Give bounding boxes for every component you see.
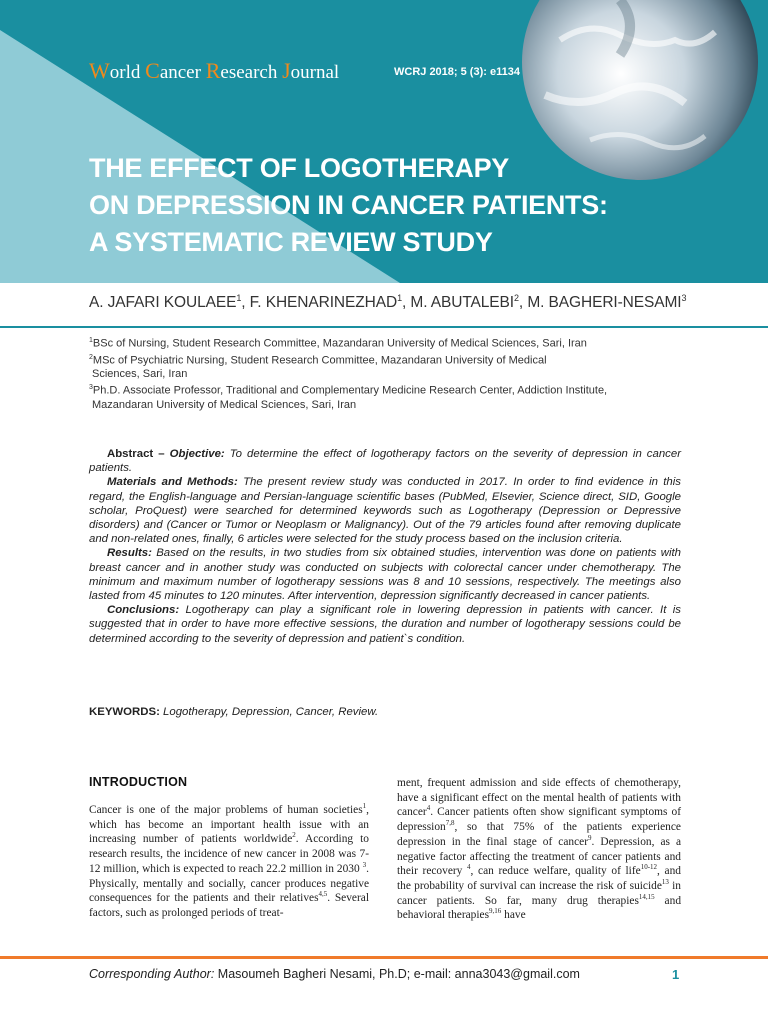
author: A. JAFARI KOULAEE$^1$, <box>89 293 250 312</box>
citation-ref: 4 <box>467 863 471 872</box>
body-text: ment, frequent admission and side effects of chemotherapy, have a significant effect on the mental health of patients with cancer <box>397 777 681 819</box>
affiliation-continued: Sciences, Sari, Iran <box>92 368 188 381</box>
citation-ref: 10-12 <box>640 863 658 872</box>
journal-word: Journal <box>282 58 340 83</box>
body-column-left <box>89 803 369 921</box>
citation-ref: 13 <box>661 878 669 887</box>
citation-ref: 7,8 <box>445 819 455 828</box>
journal-word: Research <box>205 58 283 83</box>
citation-ref: 1 <box>362 802 367 811</box>
body-text: , so that 75% of the patients experience depression in the final stage of cancer <box>397 821 681 848</box>
body-text: , can reduce welfare, quality of life <box>470 865 641 878</box>
body-text: . Several factors, such as prolonged periods of treat- <box>89 892 369 919</box>
body-text: . Cancer patients often show significant symptoms of depression <box>397 806 681 834</box>
author: M. ABUTALEBI$^2$, <box>410 293 528 312</box>
body-column-right <box>397 776 681 923</box>
body-text: in cancer patients. So far, many drug therapies <box>397 879 681 907</box>
abstract-methods: Materials and Methods: The present review study was conducted in 2017. In order to find evidence in this regard, the English-language and Persian-language scientific bases (PubMed, Elsevier, Science direct, SID, Google scholar, ProQuest) were searched for determined keywords such as Logotherapy (Depression or Depressive disorders) and (Cancer or Tumor or Neoplasm or Malignancy). Out of the 79 articles found after removing duplicate and non-related ones, finally, 6 articles were selected for the study process based on the inclusion criteria. <box>89 476 681 546</box>
section-heading: INTRODUCTION <box>89 775 188 789</box>
affiliation-continued: Mazandaran University of Medical Sciences, Sari, Iran <box>92 398 357 411</box>
journal-word: World <box>89 58 146 83</box>
author-list <box>89 293 686 312</box>
body-text: and behavioral therapies <box>397 894 682 922</box>
page-number: 1 <box>672 967 680 982</box>
title-line: THE EFFECT OF LOGOTHERAPY <box>89 153 510 183</box>
citation-ref: 4 <box>426 804 431 813</box>
body-text: have <box>501 909 526 922</box>
body-text: , and the probability of survival can increase the risk of suicide <box>397 865 681 892</box>
abstract-objective: Abstract – Objective: To determine the effect of logotherapy factors on the severity of depression in cancer patients. <box>89 448 681 475</box>
citation-ref: 9,16 <box>489 907 502 916</box>
title-line: ON DEPRESSION IN CANCER PATIENTS: <box>89 190 608 220</box>
affiliation: $^1$BSc of Nursing, Student Research Committee, Mazandaran University of Medical Sciences, Sari, Iran <box>89 337 587 350</box>
body-text: . Depression, as a negative factor affecting the treatment of cancer patients and their recovery <box>397 835 681 878</box>
affiliations <box>89 334 689 412</box>
divider <box>0 326 768 328</box>
citation-ref: 4,5 <box>318 890 328 899</box>
citation-ref: 9 <box>588 834 592 843</box>
corresponding-author: Corresponding Author: Masoumeh Bagheri Nesami, Ph.D; e-mail: anna3043@gmail.com <box>89 967 580 981</box>
citation: WCRJ 2018; 5 (3): e1134 <box>394 66 520 78</box>
footer-divider <box>0 956 768 959</box>
author: M. BAGHERI-NESAMI$^3$ <box>527 293 687 312</box>
journal-name <box>89 58 339 84</box>
citation-ref: 14,15 <box>638 892 655 901</box>
abstract-results: Results: Based on the results, in two studies from six obtained studies, intervention was done on patients with breast cancer and in another study was conducted on subjects with colorectal cancer under chemotherapy. The minimum and maximum number of logotherapy sessions was 8 and 10 sessions, respectively. The meetings also lasted from 45 minutes to 120 minutes. After intervention, depression significantly decreased in cancer patients. <box>89 547 681 603</box>
citation-ref: 2 <box>292 831 296 840</box>
affiliation: $^2$MSc of Psychiatric Nursing, Student Research Committee, Mazandaran University of Medical <box>89 353 547 367</box>
keywords: KEYWORDS: Logotherapy, Depression, Cancer, Review. <box>89 706 379 718</box>
abstract-conclusions: Conclusions: Logotherapy can play a significant role in lowering depression in patients with cancer. It is suggested that in order to have more effective sessions, the duration and number of logotherapy sessions could be determined according to the severity of depression and patient`s condition. <box>89 604 681 645</box>
affiliation: $^3$Ph.D. Associate Professor, Traditional and Complementary Medicine Research Center, Addiction Institute, <box>89 384 608 397</box>
body-text: . Physically, mentally and socially, cancer produces negative consequences for the patients and their relatives <box>89 862 369 905</box>
title-line: A SYSTEMATIC REVIEW STUDY <box>89 227 493 257</box>
body-text: . According to research results, the incidence of new cancer in 2008 was 7-12 million, which is expected to reach 22.2 million in 2030 <box>89 833 369 875</box>
citation-ref: 3 <box>362 861 367 870</box>
journal-word: Cancer <box>145 58 206 83</box>
body-text: Cancer is one of the major problems of human societies <box>89 804 363 816</box>
journal-header <box>0 0 768 283</box>
article-title <box>89 150 649 261</box>
author: F. KHENARINEZHAD$^1$, <box>249 293 411 312</box>
body-text: , which has become an important health issue with an increasing number of patients worldwide <box>89 804 369 846</box>
abstract <box>89 447 681 646</box>
